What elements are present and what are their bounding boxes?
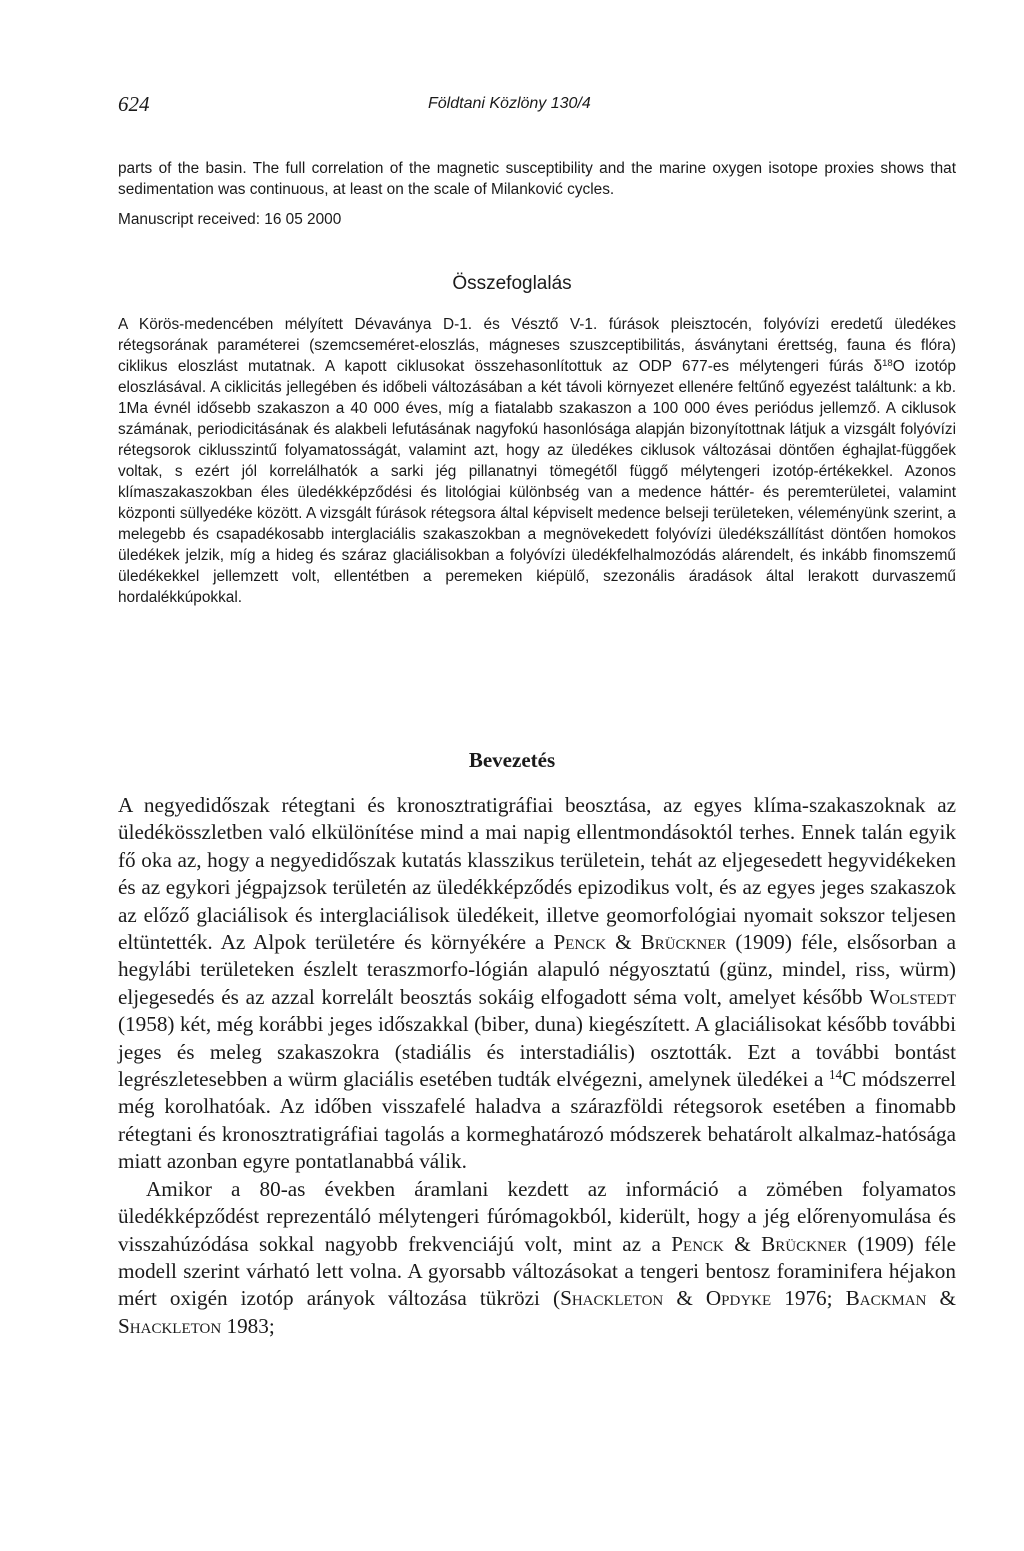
summary-text-part1: A Körös-medencében mélyített Dévaványa D-1. és Vésztő V-1. fúrások pleisztocén, folyóvízi eredetű üledékes rétegsorának paraméterei (szemcseméret-eloszlás, mágneses szuszceptibilitás, ásványtani érettség, fauna és flóra) ciklikus eloszlást mutatnak. A kapott ciklusokat összehasonlítottuk az ODP 677-es mélytengeri fúrás δ (118, 316, 956, 375)
citation-author-wolstedt: Wolstedt (869, 984, 956, 1009)
intro-p1-text-c: (1958) két, még korábbi jeges időszakkal (biber, duna) kiegészített. A glaciálisokat később további jeges és meleg szakaszokra (stadiális és interstadiális) osztották. Ezt a további bontást legrészletesebben a würm glaciális esetében tudták elvégezni, amelynek üledékei a (118, 1012, 956, 1092)
journal-title: Földtani Közlöny 130/4 (428, 95, 591, 112)
radiocarbon-superscript: 14 (828, 1066, 843, 1082)
citation-ampersand: & (606, 930, 641, 955)
introduction-heading: Bevezetés (468, 748, 556, 772)
intro-p1-text-b: (1909) féle, elsősorban a hegylábi területeken észlelt teraszmorfo-lógián alapuló négyosztatú (günz, mindel, riss, würm) eljegesedés és az azzal korrelált beosztás sokáig elfogadott séma volt, amelyet később (118, 930, 956, 1009)
intro-p2-text-b: (1909) féle modell szerint várható lett volna. A gyorsabb változásokat a tengeri bentosz foraminifera héjakon mért oxigén izotóp arányok változása tükrözi ( (118, 1231, 956, 1311)
intro-p2-text-d: 1983; (221, 1313, 275, 1338)
abstract-text: parts of the basin. The full correlation of the magnetic susceptibility and the marine oxygen isotope proxies shows that sedimentation was continuous, at least on the scale of Milanković cycles. (118, 160, 956, 198)
abstract-continuation (118, 158, 956, 200)
manuscript-received-text: Manuscript received: 16 05 2000 (118, 211, 342, 228)
citation-ampersand: & (723, 1231, 762, 1256)
citation-ampersand: & (663, 1286, 706, 1311)
page-header (118, 92, 938, 122)
intro-p2-text-c: 1976; (771, 1286, 846, 1311)
intro-p2-text-a: Amikor a 80-as években áramlani kezdett az információ a zömében folyamatos üledékképződést reprezentáló mélytengeri fúrómagokból, kiderült, hogy a jég előrenyomulása és visszahúzódása sokkal nagyobb frekvenciájú volt, mint az a (118, 1176, 956, 1256)
introduction-paragraph-1 (118, 792, 956, 1176)
introduction-paragraph-2 (118, 1176, 956, 1340)
citation-author-penck: Penck (671, 1231, 724, 1256)
citation-author-backman: Backman (845, 1286, 927, 1311)
citation-author-opdyke: Opdyke (705, 1286, 772, 1311)
manuscript-received (118, 209, 956, 230)
introduction-section (118, 792, 956, 1340)
summary-heading: Összefoglalás (452, 273, 572, 294)
citation-author-bruckner: Brückner (640, 930, 727, 955)
intro-p1-text-d: C módszerrel még korolhatóak. Az időben visszafelé haladva a szárazföldi rétegsorok esetében a finomabb rétegtani és kronosztratigráfiai tagolás a kormeghatározó módszerek behatárolt alkalmaz-hatósága miatt azonban egyre pontatlanabbá válik. (118, 1067, 956, 1174)
citation-author-shackleton: Shackleton (118, 1313, 222, 1338)
citation-author-shackleton: Shackleton (560, 1286, 664, 1311)
page-number: 624 (118, 92, 150, 116)
intro-p1-text-a: A negyedidőszak rétegtani és kronosztratigráfiai beosztása, az egyes klíma-szakaszoknak az üledékösszletben való elkülönítése mind a mai napig ellentmondásoktól terhes. Ennek talán egyik fő oka az, hogy a negyedidőszak kutatás klasszikus területein, tehát az eljegesedett hegyvidékeken és az egykori jégpajzsok területén az üledékképződés epizodikus volt, és az egyes jeges szakaszok az előző glaciálisok és interglaciálisok üledékeit, illetve geomorfológiai nyomait sokszor teljesen eltüntették. Az Alpok területére és környékére a (118, 793, 956, 955)
citation-author-bruckner: Brückner (761, 1231, 847, 1256)
citation-ampersand: & (926, 1286, 956, 1311)
summary-text-part2: O izotóp eloszlásával. A ciklicitás jellegében és időbeli változásában a két távoli környezet ellenére feltűnő egyezést találtunk: a kb. 1Ma évnél idősebb szakaszon a 40 000 éves, míg a fiatalabb szakaszon a 100 000 éves periódus jellemző. A ciklusok számának, periodicitásának és alakbeli lefutásának nagyfokú hasonlósága alapján bizonyítottnak látjuk a vizsgált folyóvízi rétegsorok ciklusszintű folyamatosságát, valamint azt, hogy az üledékes ciklusok változásai döntően éghajlat-függőek voltak, s ezért jól korrelálhatók a sarki jég pillanatnyi tömegétől függő mélytengeri izotóp-értékekkel. Azonos klímaszakaszokban éles üledékképződési és litológiai különbség van a medence háttér- és peremterületei, valamint központi süllyedéke között. A vizsgált fúrások rétegsora által képviselt medence belseji területeken, véleményünk szerint, a melegebb és csapadékosabb interglaciális szakaszokban a megnövekedett folyóvízi üledékszállítást döntően homokos üledékek jelzik, míg a hideg és száraz glaciálisokban a folyóvízi üledékfelhalmozódás alárendelt, és inkább finomszemű üledékekkel jellemzett volt, ellentétben a peremeken kiépülő, szezonális áradások által lerakott durvaszemű hordalékkúpokkal. (118, 358, 956, 606)
summary-section (118, 314, 956, 608)
summary-isotope-superscript: 18 (882, 357, 893, 369)
citation-author-penck: Penck (553, 930, 607, 955)
summary-paragraph (118, 314, 956, 608)
